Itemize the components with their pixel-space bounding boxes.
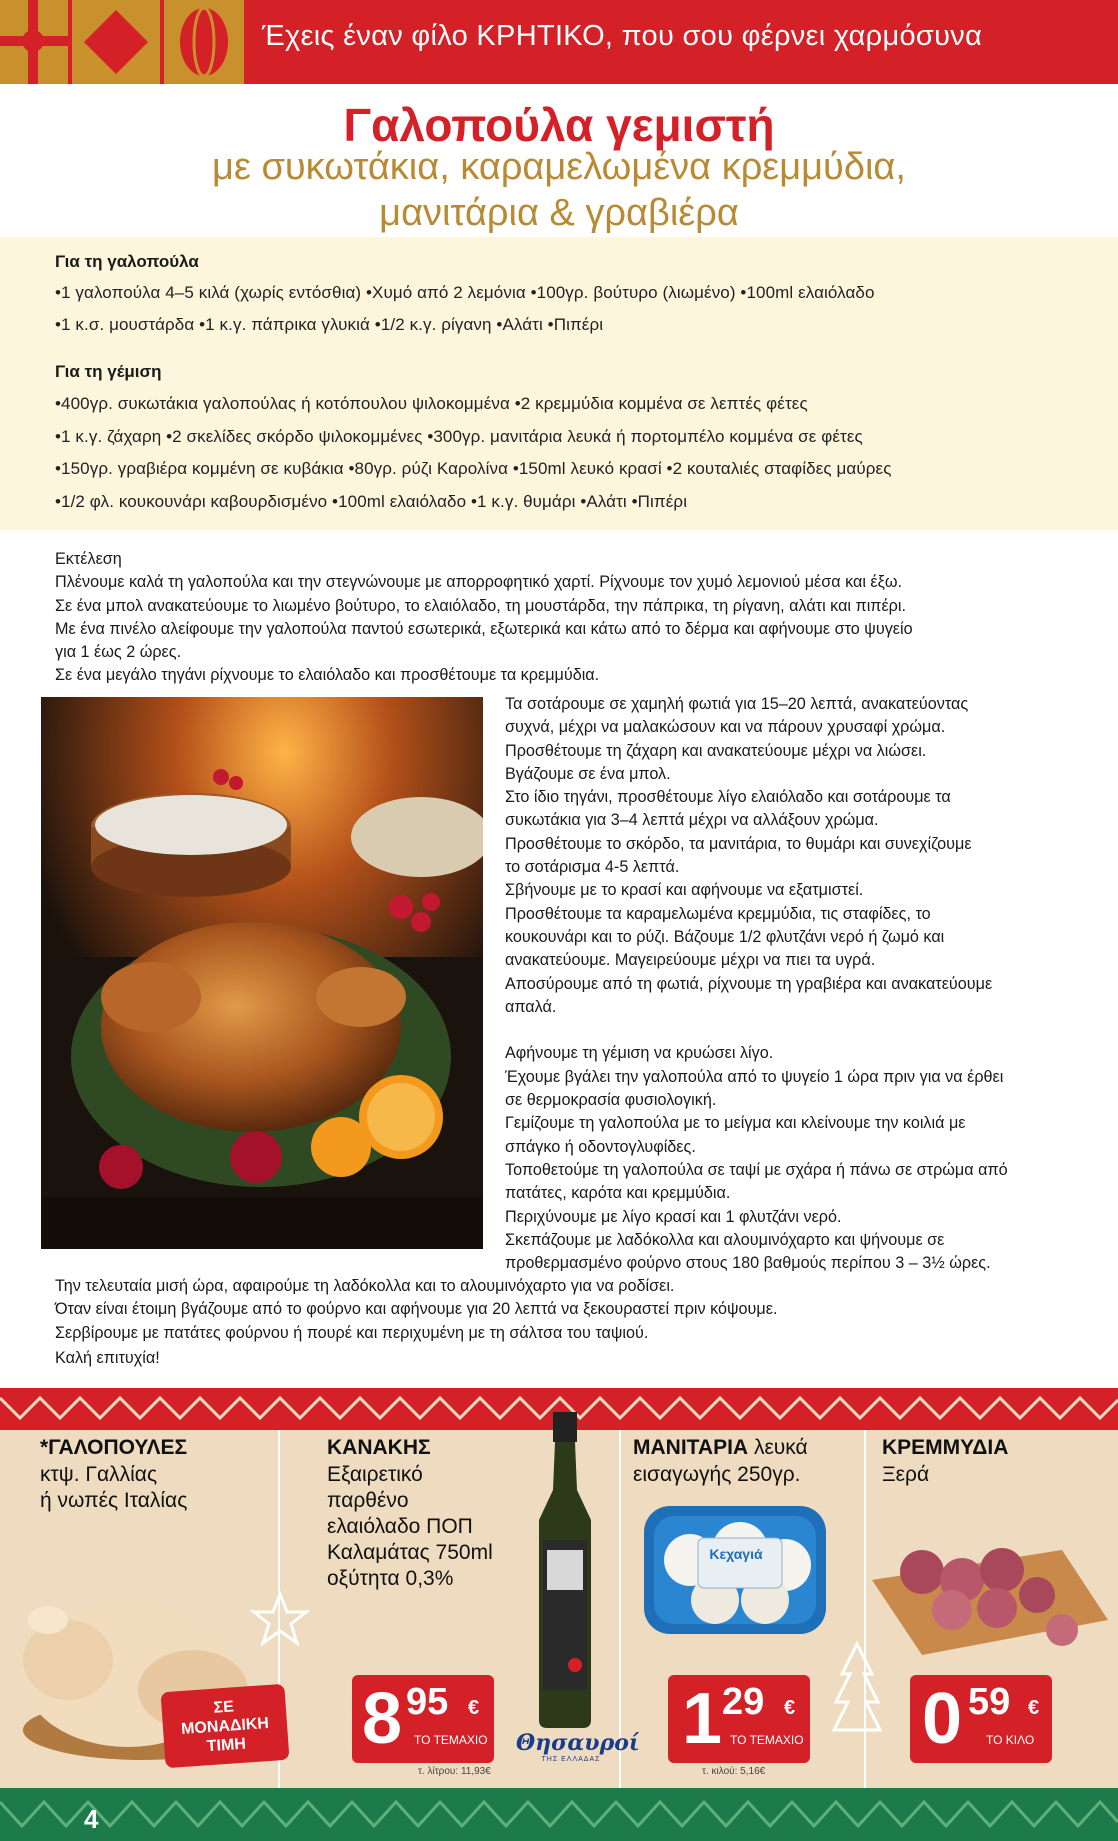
product-name-turkey: *ΓΑΛΟΠΟΥΛΕΣ	[40, 1436, 188, 1459]
price-integer: 0	[922, 1679, 963, 1759]
method-intro	[55, 548, 913, 688]
subtitle-line: μανιτάρια & γραβιέρα	[379, 192, 739, 234]
method-line: Με ένα πινέλο αλείφουμε την γαλοπούλα παντού εσωτερικά, εξωτερικά και κάτω από το δέρμα και αφήνουμε στο ψυγείο	[55, 619, 913, 638]
price-per-liter: τ. λίτρου: 11,93€	[418, 1766, 491, 1777]
badge-line: ΜΟΝΑΔΙΚΗ	[180, 1714, 270, 1739]
olive-oil-bottle-icon	[535, 1410, 595, 1730]
roast-turkey-illustration	[41, 697, 483, 1249]
roast-turkey-photo	[41, 697, 483, 1249]
mushrooms-name: ΜΑΝΙΤΑΡΙΑ	[633, 1436, 749, 1459]
gift-decoration-icon	[0, 0, 250, 84]
method-line: Αποσύρουμε από τη φωτιά, ρίχνουμε τη γραβιέρα και ανακατεύουμε	[505, 974, 993, 993]
method-line: απαλά.	[505, 997, 557, 1016]
method-line: Προσθέτουμε τη ζάχαρη και ανακατεύουμε μέχρι να λιώσει.	[505, 741, 927, 760]
price-integer: 8	[362, 1679, 403, 1759]
method-line: Προσθέτουμε τα καραμελωμένα κρεμμύδια, τις σταφίδες, το	[505, 904, 931, 923]
star-ornament-icon	[250, 1590, 310, 1650]
ingredient-line: •400γρ. συκωτάκια γαλοπούλας ή κοτόπουλου ψιλοκομμένα •2 κρεμμύδια κομμένα σε λεπτές φέτες	[55, 394, 808, 413]
price-tag-mushrooms	[668, 1675, 810, 1763]
method-line: Γεμίζουμε τη γαλοπούλα με το μείγμα και κλείνουμε την κοιλιά με	[505, 1114, 966, 1133]
brand-logo	[516, 1730, 640, 1763]
method-line: Περιχύνουμε με λίγο κρασί και 1 φλυτζάνι νερό.	[505, 1207, 842, 1226]
method-line: Σκεπάζουμε με λαδόκολλα και αλουμινόχαρτο και ψήνουμε σε	[505, 1230, 945, 1249]
price-decimal: 29	[722, 1681, 765, 1723]
mushroom-pack-label: Κεχαγιά	[709, 1546, 763, 1562]
onions-icon	[862, 1510, 1112, 1660]
method-line: σε θερμοκρασία φυσιολογική.	[505, 1091, 717, 1110]
product-name-mushrooms	[633, 1436, 808, 1460]
desc-line: οξύτητα 0,3%	[327, 1567, 454, 1590]
ingredient-line: •1 κ.γ. ζάχαρη •2 σκελίδες σκόρδο ψιλοκομμένες •300γρ. μανιτάρια λευκά ή πορτομπέλο κομμένα σε φέτες	[55, 427, 863, 446]
method-line: Έχουμε βγάλει την γαλοπούλα από το ψυγείο 1 ώρα πριν για να έρθει	[505, 1067, 1004, 1086]
method-heading: Εκτέλεση	[55, 550, 122, 568]
price-tag-onions	[910, 1675, 1052, 1763]
method-line: προθερμασμένο φούρνο στους 180 βαθμούς περίπου 3 – 3½ ώρες.	[505, 1254, 991, 1273]
method-line: συχνά, μέχρι να μαλακώσουν και να πάρουν χρυσαφί χρώμα.	[505, 718, 946, 737]
top-banner	[0, 0, 1118, 84]
method-line: Σε ένα μπολ ανακατεύουμε το λιωμένο βούτυρο, το ελαιόλαδο, τη μουστάρδα, την πάπρικα, τη ρίγανη, αλάτι και πιπέρι.	[55, 596, 906, 615]
method-line: Όταν είναι έτοιμη βγάζουμε από το φούρνο και αφήνουμε για 20 λεπτά να ξεκουραστεί πριν κόψουμε.	[55, 1300, 778, 1319]
single-price-badge	[161, 1684, 290, 1768]
desc-line: κτψ. Γαλλίας	[40, 1463, 158, 1486]
currency-symbol: €	[468, 1697, 480, 1719]
brand-logo-text: Θησαυροί	[516, 1730, 640, 1756]
method-line: Σερβίρουμε με πατάτες φούρνου ή πουρέ και περιχυμένη με τη σάλτσα του ταψιού.	[55, 1323, 649, 1342]
method-line: Πλένουμε καλά τη γαλοπούλα και την στεγνώνουμε με απορροφητικό χαρτί. Ρίχνουμε τον χυμό λεμονιού μέσα και έξω.	[55, 573, 903, 592]
method-line: ανακατεύουμε. Μαγειρεύουμε μέχρι να πιει τα υγρά.	[505, 951, 876, 970]
footer-pattern	[0, 1788, 1118, 1841]
subtitle-line: με συκωτάκια, καραμελωμένα κρεμμύδια,	[212, 146, 906, 188]
turkey-ingredients-heading: Για τη γαλοπούλα	[55, 252, 199, 271]
desc-line: ελαιόλαδο ΠΟΠ	[327, 1515, 473, 1538]
price-decimal: 95	[406, 1681, 449, 1723]
price-tag-oil	[352, 1675, 494, 1763]
method-line: κουκουνάρι και το ρύζι. Βάζουμε 1/2 φλυτζάνι νερό ή ζωμό και	[505, 927, 945, 946]
method-line	[505, 1019, 1008, 1042]
stuffing-ingredients-heading: Για τη γέμιση	[55, 362, 162, 381]
desc-line: παρθένο	[327, 1489, 409, 1512]
banner-slogan: Έχεις έναν φίλο ΚΡΗΤΙΚΟ, που σου φέρνει χαρμόσυνα	[262, 20, 983, 52]
ingredient-line: •150γρ. γραβιέρα κομμένη σε κυβάκια •80γρ. ρύζι Καρολίνα •150ml λευκό κρασί •2 κουταλιές σταφίδες μαύρες	[55, 459, 892, 478]
ingredients-panel	[0, 237, 1118, 530]
recipe-subtitle	[0, 144, 1118, 236]
method-line: Καλή επιτυχία!	[55, 1348, 160, 1367]
page-number: 4	[84, 1804, 99, 1834]
method-line: το σοτάρισμα 4-5 λεπτά.	[505, 858, 680, 877]
desc-line: Ξερά	[882, 1463, 930, 1486]
badge-line: ΣΕ	[213, 1698, 235, 1717]
currency-symbol: €	[1028, 1697, 1040, 1719]
method-line: Βγάζουμε σε ένα μπολ.	[505, 764, 671, 783]
method-steps	[505, 693, 1008, 1275]
price-unit: ΤΟ ΤΕΜΑΧΙΟ	[730, 1733, 804, 1747]
method-line: συκωτάκια για 3–4 λεπτά μέχρι να αλλάξουν χρώμα.	[505, 811, 879, 830]
price-unit: ΤΟ ΚΙΛΟ	[986, 1733, 1035, 1747]
product-desc-onions	[882, 1462, 929, 1488]
method-line: πατάτες, καρότα και κρεμμύδια.	[505, 1184, 731, 1203]
method-line: σπάγκο ή οδοντογλυφίδες.	[505, 1137, 696, 1156]
product-name-onions: ΚΡΕΜΜΥΔΙΑ	[882, 1436, 1009, 1459]
price-per-kilo: τ. κιλού: 5,16€	[702, 1766, 766, 1777]
method-final	[55, 1275, 777, 1370]
ingredient-line: •1 κ.σ. μουστάρδα •1 κ.γ. πάπρικα γλυκιά •1/2 κ.γ. ρίγανη •Αλάτι •Πιπέρι	[55, 315, 604, 334]
product-desc-mushrooms	[633, 1462, 800, 1488]
mushroom-pack-icon	[640, 1500, 830, 1640]
mushrooms-name-suffix: λευκά	[748, 1436, 808, 1459]
desc-line: Καλαμάτας 750ml	[327, 1541, 493, 1564]
method-line: Σε ένα μεγάλο τηγάνι ρίχνουμε το ελαιόλαδο και προσθέτουμε τα κρεμμύδια.	[55, 666, 600, 685]
brand-logo-sub: ΤΗΣ ΕΛΛΑΔΑΣ	[541, 1756, 601, 1763]
ingredient-line: •1/2 φλ. κουκουνάρι καβουρδισμένο •100ml ελαιόλαδο •1 κ.γ. θυμάρι •Αλάτι •Πιπέρι	[55, 492, 688, 511]
method-line: Τα σοτάρουμε σε χαμηλή φωτιά για 15–20 λεπτά, ανακατεύοντας	[505, 695, 969, 713]
desc-line: ή νωπές Ιταλίας	[40, 1489, 188, 1512]
method-line: Σβήνουμε με το κρασί και αφήνουμε να εξατμιστεί.	[505, 881, 864, 900]
method-line: για 1 έως 2 ώρες.	[55, 643, 182, 662]
product-desc-turkey	[40, 1462, 187, 1514]
method-line: Τοποθετούμε τη γαλοπούλα σε ταψί με σχάρα ή πάνω σε στρώμα από	[505, 1160, 1008, 1179]
method-line: Στο ίδιο τηγάνι, προσθέτουμε λίγο ελαιόλαδο και σοτάρουμε τα	[505, 788, 951, 807]
desc-line: εισαγωγής 250γρ.	[633, 1463, 801, 1486]
desc-line: Εξαιρετικό	[327, 1463, 423, 1486]
method-line: Την τελευταία μισή ώρα, αφαιρούμε τη λαδόκολλα και το αλουμινόχαρτο για να ροδίσει.	[55, 1277, 675, 1295]
price-unit: ΤΟ ΤΕΜΑΧΙΟ	[414, 1733, 488, 1747]
method-line: Προσθέτουμε το σκόρδο, τα μανιτάρια, το θυμάρι και συνεχίζουμε	[505, 834, 972, 853]
price-integer: 1	[682, 1679, 723, 1759]
badge-line: ΤΙΜΗ	[206, 1735, 247, 1756]
recipe-title: Γαλοπούλα γεμιστή	[343, 99, 775, 151]
product-name-oil: ΚΑΝΑΚΗΣ	[327, 1436, 431, 1459]
product-desc-oil	[327, 1462, 493, 1592]
ingredient-line: •1 γαλοπούλα 4–5 κιλά (χωρίς εντόσθια) •Χυμό από 2 λεμόνια •100γρ. βούτυρο (λιωμένο) •100ml ελαιόλαδο	[55, 283, 875, 302]
price-decimal: 59	[968, 1681, 1011, 1723]
currency-symbol: €	[784, 1697, 796, 1719]
method-line: Αφήνουμε τη γέμιση να κρυώσει λίγο.	[505, 1044, 774, 1063]
